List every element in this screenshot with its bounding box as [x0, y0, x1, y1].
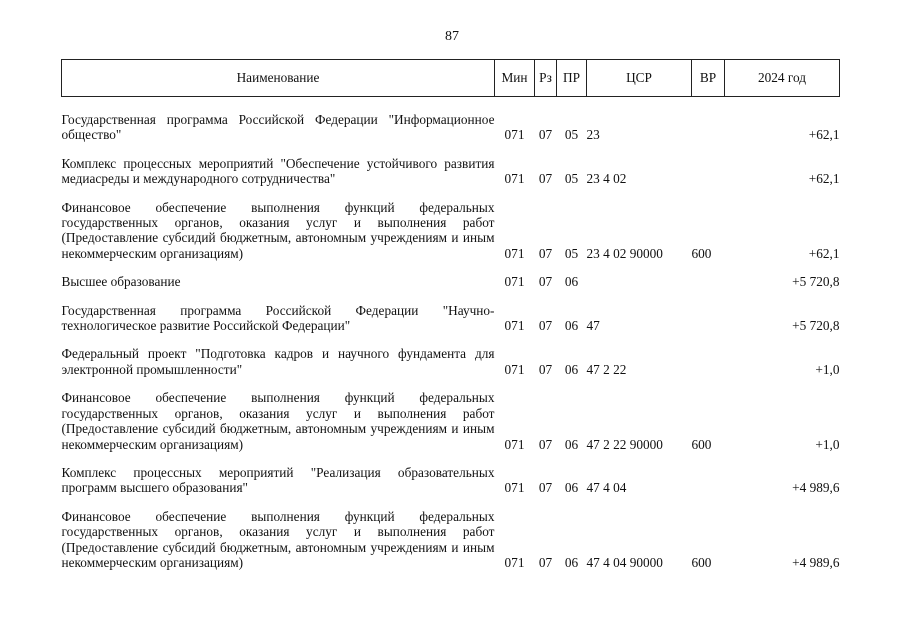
table-row	[62, 265, 840, 293]
row-vr	[692, 147, 725, 191]
header-pr: ПР	[557, 60, 587, 97]
header-min: Мин	[495, 60, 535, 97]
header-name: Наименование	[62, 60, 495, 97]
row-pr: 06	[564, 361, 579, 377]
row-rz: 07	[538, 171, 553, 187]
row-min: 071	[504, 274, 525, 290]
row-vr: 600	[691, 554, 712, 570]
header-rz: Рз	[535, 60, 557, 97]
table-row	[62, 456, 840, 500]
row-min: 071	[504, 318, 525, 334]
row-csr: 23 4 02	[586, 171, 627, 187]
row-min: 071	[504, 127, 525, 143]
row-amount: +1,0	[815, 361, 840, 377]
row-amount: +4 989,6	[792, 554, 840, 570]
row-name: Комплекс процессных мероприятий "Обеспечение устойчивого развития медиасреды и международного сотрудничества"	[61, 155, 495, 187]
header-vr: ВР	[692, 60, 725, 97]
row-vr: 600	[691, 436, 712, 452]
row-min: 071	[504, 245, 525, 261]
row-pr: 06	[564, 274, 579, 290]
row-csr: 47 4 04	[586, 480, 627, 496]
row-rz: 07	[538, 554, 553, 570]
row-csr: 47 4 04 90000	[586, 554, 663, 570]
row-name: Федеральный проект "Подготовка кадров и научного фундамента для электронной промышленности"	[61, 346, 495, 377]
row-rz: 07	[538, 245, 553, 261]
row-name: Государственная программа Российской Федерации "Научно-технологическое развитие Российской Федерации"	[61, 302, 495, 334]
row-vr	[692, 265, 725, 293]
table-header-row	[62, 60, 840, 97]
header-year: 2024 год	[725, 60, 840, 97]
row-rz: 07	[538, 127, 553, 143]
row-name: Высшее образование	[61, 274, 181, 290]
row-csr: 23 4 02 90000	[586, 245, 663, 261]
row-rz: 07	[538, 436, 553, 452]
row-amount: +62,1	[808, 171, 840, 187]
row-pr: 05	[564, 245, 579, 261]
row-min: 071	[504, 361, 525, 377]
row-csr: 47 2 22	[586, 361, 627, 377]
row-amount: +5 720,8	[792, 318, 840, 334]
row-csr: 47	[586, 318, 600, 334]
row-name: Финансовое обеспечение выполнения функций федеральных государственных органов, оказания услуг и выполнения работ (Предоставление субсидий бюджетным, автономным учреждениям и иным некоммерческим организациям)	[61, 390, 495, 452]
row-pr: 06	[564, 436, 579, 452]
row-min: 071	[504, 554, 525, 570]
row-min: 071	[504, 480, 525, 496]
row-csr: 23	[586, 127, 600, 143]
table-row	[62, 500, 840, 575]
row-amount: +5 720,8	[792, 274, 840, 290]
table-row	[62, 147, 840, 191]
row-vr: 600	[691, 245, 712, 261]
row-pr: 05	[564, 127, 579, 143]
row-amount: +62,1	[808, 127, 840, 143]
row-pr: 05	[564, 171, 579, 187]
row-rz: 07	[538, 361, 553, 377]
row-vr	[692, 456, 725, 500]
row-vr	[692, 337, 725, 381]
table-row	[62, 97, 840, 147]
row-pr: 06	[564, 318, 579, 334]
table-row	[62, 381, 840, 456]
row-min: 071	[504, 171, 525, 187]
row-min: 071	[504, 436, 525, 452]
row-name: Финансовое обеспечение выполнения функций федеральных государственных органов, оказания услуг и выполнения работ (Предоставление субсидий бюджетным, автономным учреждениям и иным некоммерческим организациям)	[61, 199, 495, 261]
table-row	[62, 294, 840, 338]
row-pr: 06	[564, 554, 579, 570]
row-rz: 07	[538, 274, 553, 290]
row-amount: +62,1	[808, 245, 840, 261]
row-csr	[587, 265, 692, 293]
header-csr: ЦСР	[587, 60, 692, 97]
row-amount: +4 989,6	[792, 480, 840, 496]
row-vr	[692, 294, 725, 338]
row-rz: 07	[538, 318, 553, 334]
row-vr	[692, 97, 725, 147]
table-row	[62, 337, 840, 381]
row-name: Финансовое обеспечение выполнения функций федеральных государственных органов, оказания услуг и выполнения работ (Предоставление субсидий бюджетным, автономным учреждениям и иным некоммерческим организациям)	[61, 508, 495, 570]
row-name: Комплекс процессных мероприятий "Реализация образовательных программ высшего образования"	[61, 464, 495, 496]
row-csr: 47 2 22 90000	[586, 436, 663, 452]
row-amount: +1,0	[815, 436, 840, 452]
row-name: Государственная программа Российской Федерации "Информационное общество"	[61, 112, 495, 143]
budget-table	[61, 59, 840, 574]
row-pr: 06	[564, 480, 579, 496]
page-number: 87	[445, 29, 459, 44]
row-rz: 07	[538, 480, 553, 496]
table-row	[62, 191, 840, 266]
